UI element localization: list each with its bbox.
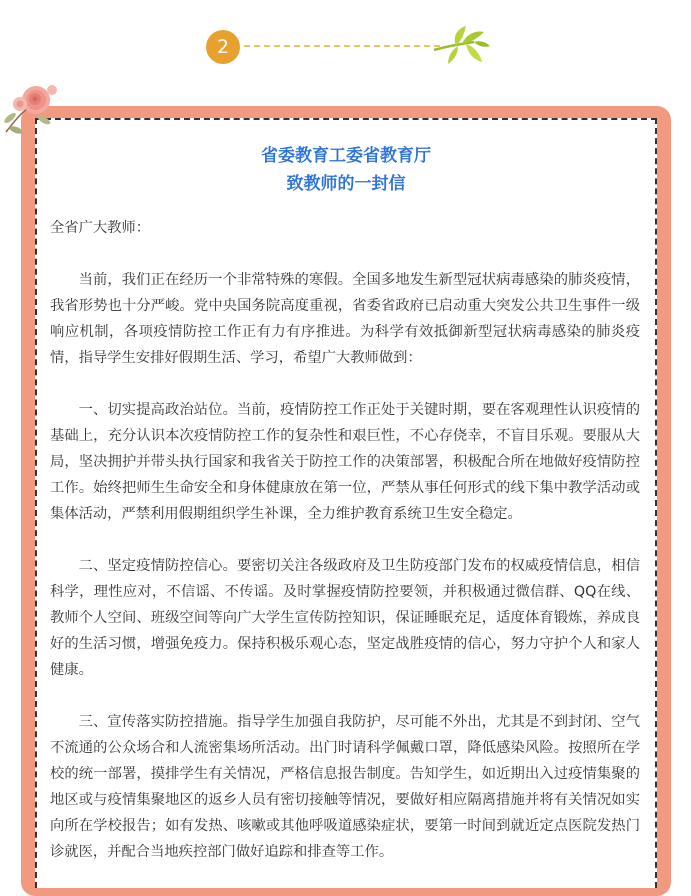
step-number-badge: 2: [206, 30, 240, 64]
dashed-divider: [244, 45, 440, 47]
leaf-icon: [430, 20, 492, 70]
paragraph-3: 三、宣传落实防控措施。指导学生加强自我防护，尽可能不外出，尤其是不到封闭、空气不流通的公众场合和人流密集场所活动。出门时请科学佩戴口罩，降低感染风险。按照所在学校的统一部署，摸排学生有关情况，严格信息报告制度。告知学生，如近期出入过疫情集聚的地区或与疫情集聚地区的返乡人员有密切接触等情况，要做好相应隔离措施并将有关情况如实向所在学校报告；如有发热、咳嗽或其他呼吸道感染症状，要第一时间到就近定点医院发热门诊就医，并配合当地疾控部门做好追踪和排查等工作。: [50, 714, 640, 860]
flower-icon: [0, 74, 70, 144]
paragraph-1: 一、切实提高政治站位。当前，疫情防控工作正处于关键时期，要在客观理性认识疫情的基础上，充分认识本次疫情防控工作的复杂性和艰巨性，不心存侥幸，不盲目乐观。要服从大局，坚决拥护并带头执行国家和我省关于防控工作的决策部署，积极配合所在地做好疫情防控工作。始终把师生生命安全和身体健康放在第一位，严禁从事任何形式的线下集中教学活动或集体活动，严禁利用假期组织学生补课，全力维护教育系统卫生安全稳定。: [50, 402, 640, 522]
section-header: [0, 0, 691, 100]
paragraph-2: 二、坚定疫情防控信心。要密切关注各级政府及卫生防疫部门发布的权威疫情信息，相信科学，理性应对，不信谣、不传谣。及时掌握疫情防控要领，并积极通过微信群、QQ在线、教师个人空间、班级空间等向广大学生宣传防控知识，保证睡眠充足，适度体育锻炼，养成良好的生活习惯，增强免疫力。保持积极乐观心态，坚定战胜疫情的信心，努力守护个人和家人健康。: [50, 558, 640, 678]
title-line-2: 致教师的一封信: [286, 174, 406, 194]
letter-title: [35, 142, 657, 198]
letter-body: [50, 215, 640, 891]
paragraph-intro: 当前，我们正在经历一个非常特殊的寒假。全国多地发生新型冠状病毒感染的肺炎疫情，我省形势也十分严峻。党中央国务院高度重视，省委省政府已启动重大突发公共卫生事件一级响应机制，各项疫情防控工作正有力有序推进。为科学有效抵御新型冠状病毒感染的肺炎疫情，指导学生安排好假期生活、学习，希望广大教师做到：: [50, 272, 640, 366]
title-line-1: 省委教育工委省教育厅: [261, 146, 431, 166]
salutation: 全省广大教师：: [50, 220, 151, 236]
